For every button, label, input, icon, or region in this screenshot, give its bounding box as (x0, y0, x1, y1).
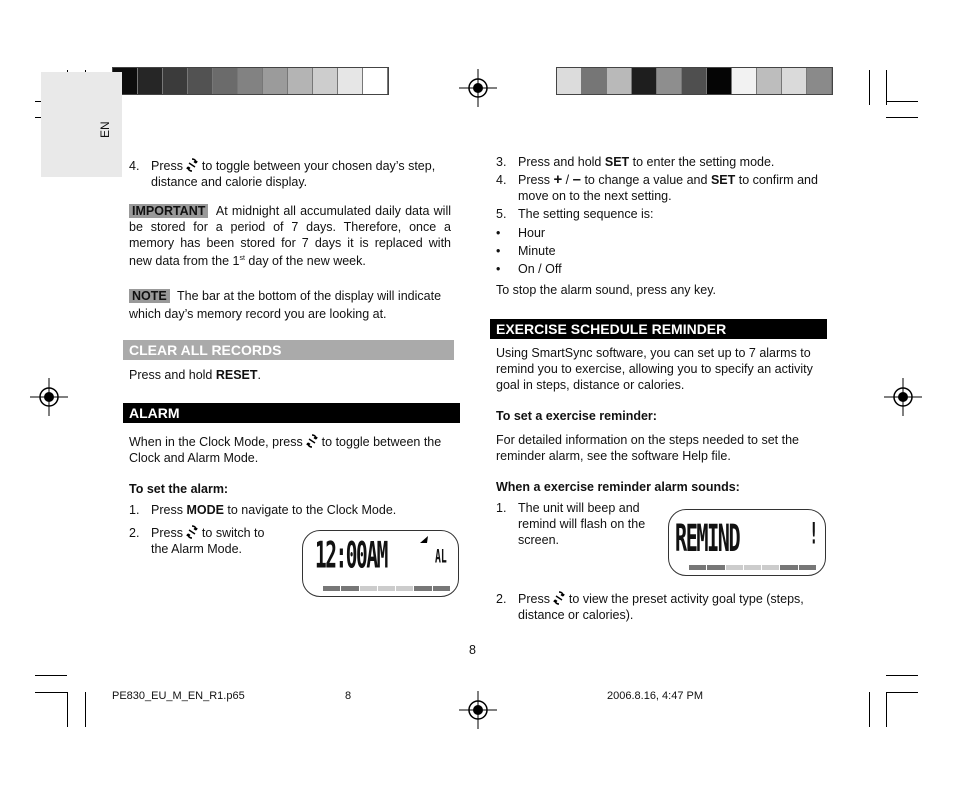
exercise-intro: Using SmartSync software, you can set up to 7 alarms to remind you to exercise, allowing you to specify an activity goal in steps, distance or calories. (496, 346, 813, 392)
note-notice: NOTE The bar at the bottom of the display will indicate which day’s memory record you are looking at. (129, 289, 442, 321)
stop-alarm-text: To stop the alarm sound, press any key. (496, 283, 717, 297)
alarm-intro: When in the Clock Mode, press to toggle between the Clock and Alarm Mode. (129, 435, 442, 465)
color-swatch (807, 68, 832, 94)
list-item: 1. Press MODE to navigate to the Clock Mode. (129, 503, 397, 517)
lcd-alert-indicator: ! (809, 518, 819, 552)
footer-timestamp: 2006.8.16, 4:47 PM (607, 690, 704, 702)
lcd-day-bar (689, 565, 817, 570)
registration-mark-icon (884, 378, 922, 416)
list-item: 2. Press to view the preset activity goal type (steps, distance or calories). (496, 592, 804, 622)
lcd-remind-readout: REMIND (675, 516, 740, 561)
lcd-alarm-indicator: AL (435, 547, 447, 568)
list-item: 5. The setting sequence is: (496, 207, 654, 221)
color-swatch (632, 68, 657, 94)
color-swatch (707, 68, 732, 94)
note-label: NOTE (129, 289, 170, 303)
lcd-clock-readout: 12:00AM (315, 535, 387, 577)
registration-mark-icon (30, 378, 68, 416)
crop-mark (67, 692, 68, 727)
color-swatch (607, 68, 632, 94)
color-swatch (263, 68, 288, 94)
exercise-subheading-set: To set a exercise reminder: (496, 409, 657, 423)
lcd-display-alarm (302, 530, 459, 597)
sync-button-icon (553, 591, 565, 605)
minus-icon: – (572, 171, 581, 188)
color-swatch (138, 68, 163, 94)
color-swatch (557, 68, 582, 94)
list-item: 2. Press to switch to the Alarm Mode. (129, 526, 265, 556)
important-notice: IMPORTANT At midnight all accumulated daily data will be stored for a period of 7 days. Therefore, once a memory has been stored for 7 days it is replaced with new data from the 1st day of the new week. (129, 204, 451, 269)
crop-mark (886, 692, 887, 727)
color-swatch (288, 68, 313, 94)
exercise-subheading-sounds: When a exercise reminder alarm sounds: (496, 480, 740, 494)
list-item: 3. Press and hold SET to enter the setting mode. (496, 155, 775, 169)
color-calibration-bar-right (556, 67, 833, 95)
footer-filename: PE830_EU_M_EN_R1.p65 (112, 690, 245, 702)
color-swatch (313, 68, 338, 94)
section-heading-exercise: EXERCISE SCHEDULE REMINDER (490, 319, 827, 339)
section-heading-alarm: ALARM (123, 403, 460, 423)
bell-icon (419, 535, 429, 544)
color-swatch (238, 68, 263, 94)
clear-instruction: Press and hold RESET. (129, 368, 262, 382)
crop-mark (886, 675, 918, 676)
important-label: IMPORTANT (129, 204, 208, 218)
color-swatch (682, 68, 707, 94)
crop-mark (35, 675, 67, 676)
lcd-day-bar (323, 586, 451, 591)
registration-mark-icon (459, 691, 497, 729)
sync-button-icon (186, 525, 198, 539)
color-swatch (732, 68, 757, 94)
color-swatch (582, 68, 607, 94)
bullet-item: • On / Off (496, 262, 562, 276)
color-swatch (363, 68, 388, 94)
color-swatch (338, 68, 363, 94)
color-swatch (657, 68, 682, 94)
color-swatch (213, 68, 238, 94)
crop-mark (886, 692, 918, 693)
lcd-display-remind (668, 509, 826, 576)
registration-mark-icon (459, 69, 497, 107)
color-swatch (188, 68, 213, 94)
crop-mark (869, 70, 870, 105)
crop-mark (35, 692, 67, 693)
sync-button-icon (306, 434, 318, 448)
color-calibration-bar-left (112, 67, 389, 95)
crop-mark (85, 692, 86, 727)
sync-button-icon (186, 158, 198, 172)
exercise-detail: For detailed information on the steps needed to set the reminder alarm, see the software Help file. (496, 433, 799, 463)
language-label: EN (98, 121, 112, 138)
color-swatch (163, 68, 188, 94)
bullet-item: • Minute (496, 244, 556, 258)
plus-icon: + (553, 171, 563, 188)
list-item: 1. The unit will beep and remind will flash on the screen. (496, 501, 646, 547)
crop-mark (886, 117, 918, 118)
section-heading-clear: CLEAR ALL RECORDS (123, 340, 454, 360)
bullet-item: • Hour (496, 226, 546, 240)
color-swatch (757, 68, 782, 94)
page-number: 8 (469, 643, 476, 657)
crop-mark (886, 101, 918, 102)
crop-mark (869, 692, 870, 727)
color-swatch (782, 68, 807, 94)
crop-mark (886, 70, 887, 105)
list-item: 4. Press to toggle between your chosen day’s step, distance and calorie display. (129, 159, 436, 189)
footer-page: 8 (345, 690, 352, 702)
list-item: 4. Press + / – to change a value and SET to confirm and move on to the next setting. (496, 171, 818, 203)
alarm-subheading: To set the alarm: (129, 482, 229, 496)
